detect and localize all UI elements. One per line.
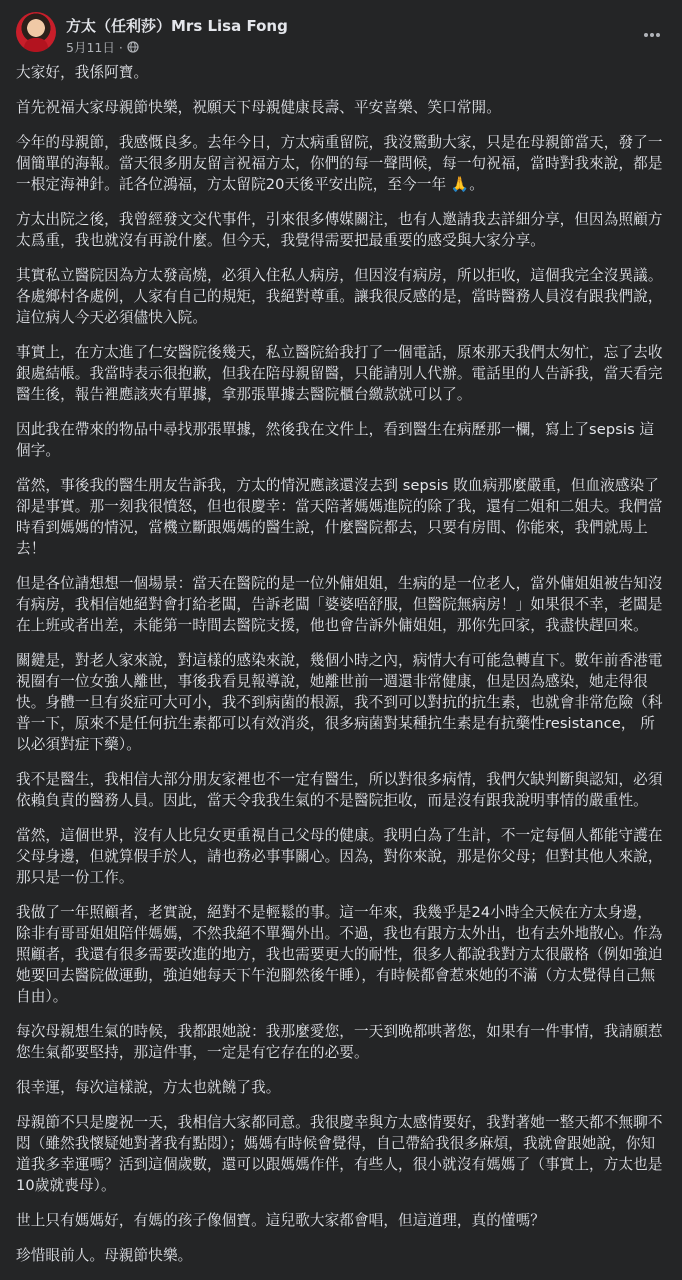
meta-separator: · xyxy=(118,39,123,55)
paragraph: 很幸運，每次這樣說，方太也就饒了我。 xyxy=(16,1079,281,1096)
paragraph: 首先祝福大家母親節快樂，祝願天下母親健康長壽、平安喜樂、笑口常開。 xyxy=(16,99,501,116)
paragraph: 當然，事後我的醫生朋友告訴我，方太的情況應該還沒去到 sepsis 敗血病那麼嚴重，但血液感染了卻是事實。那一刻我很憤怒，但也很慶幸：當天陪著媽媽進院的除了我，還有二姐和二姐夫。我們當時看到媽媽的情況，當機立斷跟媽媽的醫生說，什麼醫院都去，只要有房間、你能來，我們就馬上去！ xyxy=(16,477,663,557)
paragraph: 因此我在帶來的物品中尋找那張單據，然後我在文件上，看到醫生在病歷那一欄，寫上了sepsis 這個字。 xyxy=(16,421,655,459)
post-date[interactable]: 5月11日 xyxy=(66,40,115,55)
more-options-icon xyxy=(643,23,661,42)
paragraph: 其實私立醫院因為方太發高燒，必須入住私人病房，但因沒有病房，所以拒收，這個我完全沒異議。各處鄉村各處例，人家有自己的規矩，我絕對尊重。讓我很反感的是，當時醫務人員沒有跟我們說，這位病人今天必須儘快入院。 xyxy=(16,267,663,326)
post-body xyxy=(16,62,666,1280)
paragraph: 珍惜眼前人。母親節快樂。 xyxy=(16,1247,193,1264)
more-options-button[interactable] xyxy=(638,18,666,46)
paragraph: 今年的母親節，我感慨良多。去年今日，方太病重留院，我沒驚動大家，只是在母親節當天，發了一個簡單的海報。當天很多朋友留言祝福方太，你們的每一聲問候，每一句祝福，當時對我來說，都是一根定海神針。託各位鴻福，方太留院20天後平安出院，至今一年 🙏。 xyxy=(16,134,663,193)
author-name[interactable]: 方太（任利莎）Mrs Lisa Fong xyxy=(66,17,288,35)
paragraph: 當然，這個世界，沒有人比兒女更重視自己父母的健康。我明白為了生計，不一定每個人都能守護在父母身邊，但就算假手於人，請也務必事事關心。因為，對你來說，那是你父母；但對其他人來說，那只是一份工作。 xyxy=(16,827,663,886)
paragraph: 我做了一年照顧者，老實說，絕對不是輕鬆的事。這一年來，我幾乎是24小時全天候在方太身邊，除非有哥哥姐姐陪伴媽媽，不然我絕不單獨外出。不過，我也有跟方太外出，也有去外地散心。作為照顧者，我還有很多需要改進的地方，我也需要更大的耐性，很多人都說我對方太很嚴格（例如強迫她要回去醫院做運動，強迫她每天下午泡腳然後午睡），有時候都會惹來她的不滿（方太覺得自己無自由）。 xyxy=(16,904,663,1005)
paragraph: 大家好，我係阿寶。 xyxy=(16,64,149,81)
globe-icon[interactable] xyxy=(127,41,139,53)
paragraph: 每次母親想生氣的時候，我都跟她說：我那麼愛您，一天到晚都哄著您，如果有一件事情，我請願惹您生氣都要堅持，那這件事，一定是有它存在的必要。 xyxy=(16,1023,663,1061)
paragraph: 關鍵是，對老人家來說，對這樣的感染來說，幾個小時之內，病情大有可能急轉直下。數年前香港電視圈有一位女強人離世，事後我看見報導說，她離世前一週還非常健康，但是因為感染，她走得很快。身體一旦有炎症可大可小，我不到病菌的根源，我不到可以對抗的抗生素，也就會非常危險（科普一下，原來不是任何抗生素都可以有效消炎，很多病菌對某種抗生素是有抗藥性resistance， 所以必須對症下藥）。 xyxy=(16,652,663,753)
post-header xyxy=(16,12,666,56)
paragraph: 事實上，在方太進了仁安醫院後幾天，私立醫院給我打了一個電話，原來那天我們太匆忙，忘了去收銀處結帳。我當時表示很抱歉，但我在陪母親留醫，只能請別人代辦。電話里的人告訴我，當天看完醫生後，報告裡應該夾有單據，拿那張單據去醫院櫃台繳款就可以了。 xyxy=(16,344,663,403)
paragraph: 母親節不只是慶祝一天，我相信大家都同意。我很慶幸與方太感情要好，我對著她一整天都不無聊不悶（雖然我懷疑她對著我有點悶）；媽媽有時候會覺得，自己帶給我很多麻煩，我就會跟她說，你知道我多幸運嗎？活到這個歲數，還可以跟媽媽作伴，有些人，很小就沒有媽媽了（事實上，方太也是10歲就喪母）。 xyxy=(16,1114,663,1194)
paragraph: 但是各位請想想一個場景：當天在醫院的是一位外傭姐姐，生病的是一位老人，當外傭姐姐被告知沒有病房，我相信她絕對會打給老闆，告訴老闆「婆婆唔舒服，但醫院無病房！」如果很不幸，老闆是在上班或者出差，未能第一時間去醫院支援，他也會告訴外傭姐姐，那你先回家，我盡快趕回來。 xyxy=(16,575,663,634)
paragraph: 世上只有媽媽好，有媽的孩子像個寶。這兒歌大家都會唱，但這道理，真的懂嗎？ xyxy=(16,1212,545,1229)
paragraph: 我不是醫生，我相信大部分朋友家裡也不一定有醫生，所以對很多病情，我們欠缺判斷與認知，必須依賴負責的醫務人員。因此，當天令我我生氣的不是醫院拒收，而是沒有跟我說明事情的嚴重性。 xyxy=(16,771,663,809)
post-meta xyxy=(66,38,139,56)
avatar[interactable] xyxy=(16,12,56,52)
paragraph: 方太出院之後，我曾經發文交代事件，引來很多傳媒關注，也有人邀請我去詳細分享，但因為照顧方太爲重，我也就沒有再說什麼。但今天，我覺得需要把最重要的感受與大家分享。 xyxy=(16,211,663,249)
